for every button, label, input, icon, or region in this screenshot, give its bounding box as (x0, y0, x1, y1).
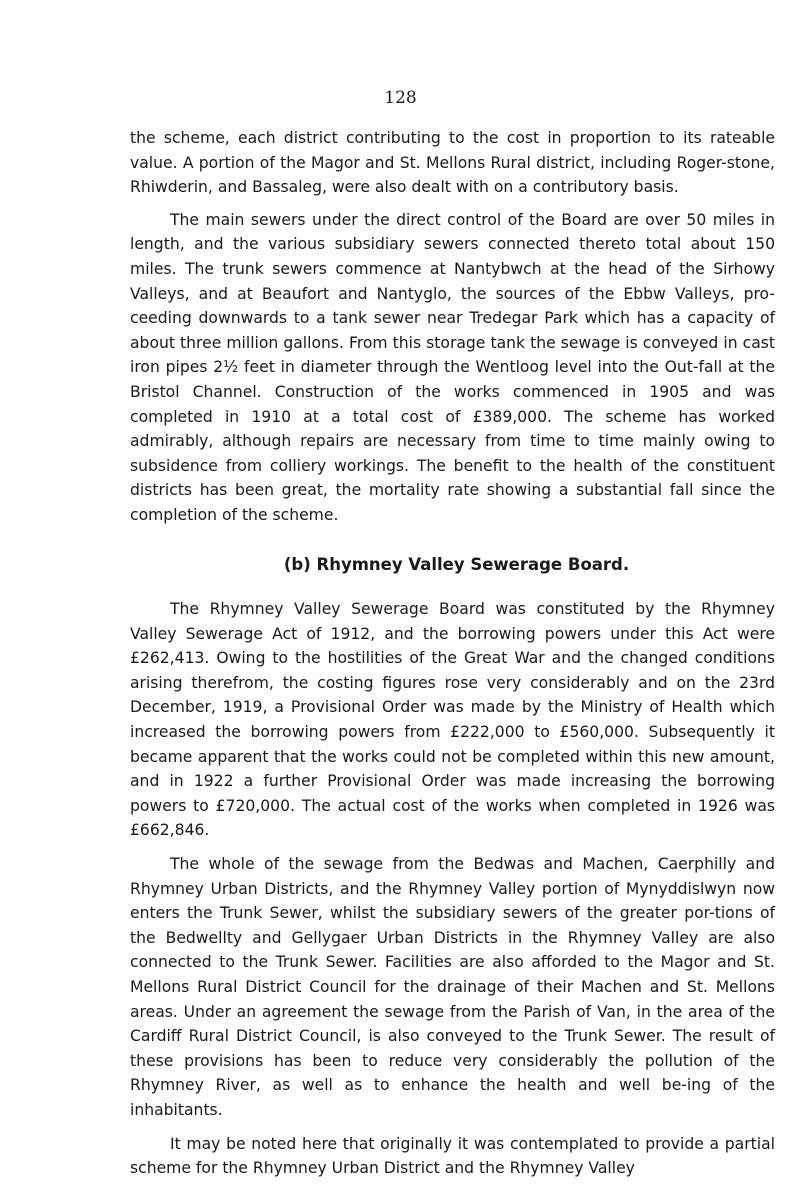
paragraph-rhymney-board: The Rhymney Valley Sewerage Board was constituted by the Rhymney Valley Sewerage Act of 1912, and the borrowing powers under this Act were £262,413. Owing to the hostilities of the Great War and the changed conditions arising therefrom, the costing figures rose very considerably and on the 23rd December, 1919, a Provisional Order was made by the Ministry of Health which increased the borrowing powers from £222,000 to £560,000. Subsequently it became apparent that the works could not be completed within this new amount, and in 1922 a further Provisional Order was made increasing the borrowing powers to £720,000. The actual cost of the works when completed in 1926 was £662,846. (130, 600, 775, 840)
paragraph-sewage-districts: The whole of the sewage from the Bedwas and Machen, Caerphilly and Rhymney Urban Districts, and the Rhymney Valley portion of Mynyddislwyn now enters the Trunk Sewer, whilst the subsidiary sewers of the greater por-tions of the Bedwellty and Gellygaer Urban Districts in the Rhymney Valley are also connected to the Trunk Sewer. Facilities are also afforded to the Magor and St. Mellons Rural District Council for the drainage of their Machen and St. Mellons areas. Under an agreement the sewage from the Parish of Van, in the area of the Cardiff Rural District Council, is also conveyed to the Trunk Sewer. The result of these provisions has been to reduce very considerably the pollution of the Rhymney River, as well as to enhance the health and well be-ing of the inhabitants. (130, 855, 775, 1119)
paragraph-main-sewers: The main sewers under the direct control of the Board are over 50 miles in length, and the various subsidiary sewers connected thereto total about 150 miles. The trunk sewers commence at Nantybwch at the head of the Sirhowy Valleys, and at Beaufort and Nantyglo, the sources of the Ebbw Valleys, pro-ceeding downwards to a tank sewer near Tredegar Park which has a capacity of about three million gallons. From this storage tank the sewage is conveyed in cast iron pipes 2½ feet in diameter through the Wentloog level into the Out-fall at the Bristol Channel. Construction of the works commenced in 1905 and was completed in 1910 at a total cost of £389,000. The scheme has worked admirably, although repairs are necessary from time to time mainly owing to subsidence from colliery workings. The benefit to the health of the constituent districts has been great, the mortality rate showing a substantial fall since the completion of the scheme. (130, 210, 775, 524)
page-number: 128 (384, 88, 417, 108)
paragraph-partial-scheme: It may be noted here that originally it was contemplated to provide a partial scheme for the Rhymney Urban District and the Rhymney Valley (130, 1134, 775, 1178)
paragraph-scheme-continuation: the scheme, each district contributing to the cost in proportion to its rateable value. A portion of the Magor and St. Mellons Rural district, including Roger-stone, Rhiwderin, and Bassaleg, were also dealt with on a contributory basis. (130, 129, 775, 197)
section-heading: (b) Rhymney Valley Sewerage Board. (283, 554, 630, 574)
document-body (130, 126, 775, 1181)
